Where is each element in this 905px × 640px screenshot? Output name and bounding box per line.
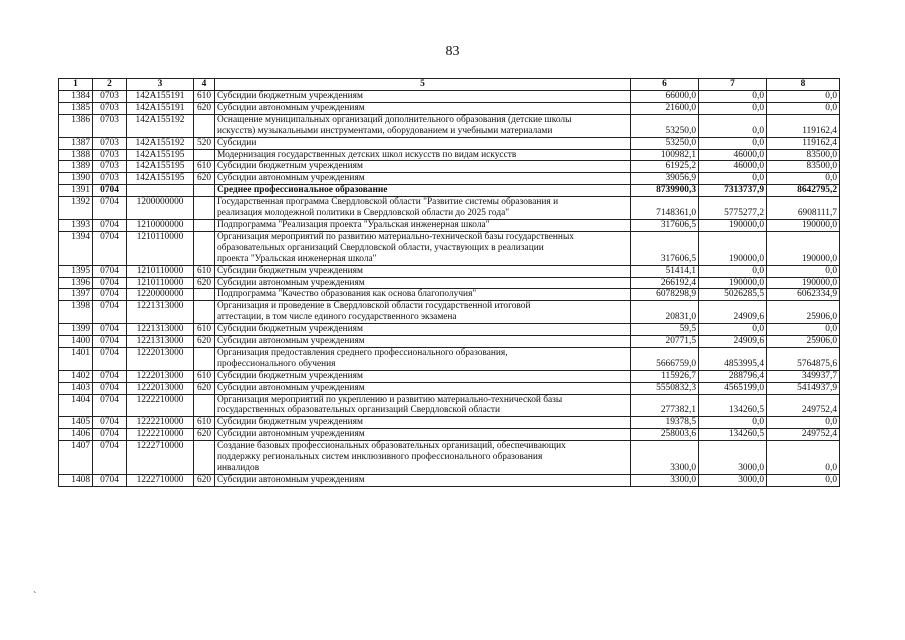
row-number-cell: 1395 (59, 265, 93, 277)
row-number-cell: 1405 (59, 417, 93, 429)
section-code-cell: 0704 (93, 474, 127, 486)
amount-col7-cell: 0,0 (699, 173, 767, 185)
amount-col8-cell: 6062334,9 (767, 289, 840, 301)
name-line: Субсидии автономным учреждениям (217, 474, 365, 485)
expense-type-cell (194, 347, 215, 370)
row-number-cell: 1391 (59, 185, 93, 197)
table-row (59, 324, 840, 336)
amount-col8-cell: 190000,0 (767, 277, 840, 289)
expense-type-cell (194, 197, 215, 220)
name-line: Оснащение муниципальных организаций дополнительного образования (детские школы (217, 114, 572, 125)
name-line: Субсидии автономным учреждениям (217, 429, 365, 440)
target-code-cell: 1222210000 (127, 394, 194, 417)
amount-col6-cell: 266192,4 (631, 277, 699, 289)
row-number-cell: 1385 (59, 102, 93, 114)
table-row (59, 231, 840, 265)
name-cell (215, 102, 631, 114)
expense-type-cell: 620 (194, 277, 215, 289)
section-code-cell: 0703 (93, 137, 127, 149)
amount-col6-cell: 7148361,0 (631, 197, 699, 220)
name-line: Субсидии бюджетным учреждениям (217, 417, 363, 428)
amount-col7-cell: 0,0 (699, 114, 767, 137)
amount-col7-cell: 4853995,4 (699, 347, 767, 370)
amount-col6-cell: 51414,1 (631, 265, 699, 277)
target-code-cell: 1210110000 (127, 277, 194, 289)
table-row (59, 441, 840, 475)
section-code-cell: 0704 (93, 324, 127, 336)
amount-col8-cell: 0,0 (767, 324, 840, 336)
target-code-cell: 1220000000 (127, 289, 194, 301)
amount-col7-cell: 288796,4 (699, 370, 767, 382)
name-cell (215, 173, 631, 185)
table-row (59, 102, 840, 114)
target-code-cell: 1210000000 (127, 219, 194, 231)
name-line: Субсидии бюджетным учреждениям (217, 265, 363, 276)
name-line: проекта "Уральская инженерная школа" (217, 253, 377, 264)
amount-col7-cell: 7313737,9 (699, 185, 767, 197)
name-cell (215, 370, 631, 382)
section-code-cell: 0704 (93, 277, 127, 289)
amount-col6-cell: 19378,5 (631, 417, 699, 429)
column-header: 2 (93, 79, 127, 91)
expense-type-cell: 620 (194, 429, 215, 441)
amount-col6-cell: 8739900,3 (631, 185, 699, 197)
name-line: Субсидии автономным учреждениям (217, 102, 365, 113)
row-number-cell: 1407 (59, 441, 93, 475)
name-line: Субсидии автономным учреждениям (217, 382, 365, 393)
amount-col7-cell: 3000,0 (699, 441, 767, 475)
amount-col6-cell: 258003,6 (631, 429, 699, 441)
amount-col8-cell: 8642795,2 (767, 185, 840, 197)
amount-col7-cell: 24909,6 (699, 301, 767, 324)
name-line: образовательных организаций Свердловской области, участвующих в реализации (217, 242, 544, 253)
amount-col7-cell: 0,0 (699, 265, 767, 277)
amount-col8-cell: 249752,4 (767, 429, 840, 441)
name-cell (215, 197, 631, 220)
amount-col6-cell: 61925,2 (631, 161, 699, 173)
expense-type-cell (194, 289, 215, 301)
amount-col7-cell: 46000,0 (699, 149, 767, 161)
amount-col8-cell: 0,0 (767, 102, 840, 114)
amount-col8-cell: 25906,0 (767, 301, 840, 324)
section-code-cell: 0704 (93, 394, 127, 417)
amount-col6-cell: 5666759,0 (631, 347, 699, 370)
amount-col8-cell: 83500,0 (767, 161, 840, 173)
section-code-cell: 0704 (93, 417, 127, 429)
table-row (59, 161, 840, 173)
row-number-cell: 1401 (59, 347, 93, 370)
section-code-cell: 0704 (93, 289, 127, 301)
name-line: Субсидии бюджетным учреждениям (217, 91, 363, 101)
amount-col8-cell: 0,0 (767, 173, 840, 185)
row-number-cell: 1388 (59, 149, 93, 161)
name-line: Организация мероприятий по укреплению и развитию материально-технической базы (217, 394, 563, 405)
row-number-cell: 1403 (59, 382, 93, 394)
target-code-cell: 142A155195 (127, 161, 194, 173)
section-code-cell: 0704 (93, 336, 127, 348)
name-cell (215, 149, 631, 161)
expense-type-cell (194, 114, 215, 137)
amount-col7-cell: 24909,6 (699, 336, 767, 348)
section-code-cell: 0703 (93, 91, 127, 103)
column-header: 7 (699, 79, 767, 91)
name-line: реализация молодежной политики в Свердловской области до 2025 года" (217, 208, 510, 219)
amount-col8-cell: 249752,4 (767, 394, 840, 417)
table-row (59, 429, 840, 441)
amount-col7-cell: 190000,0 (699, 219, 767, 231)
name-line: Организация и проведение в Свердловской области государственной итоговой (217, 301, 531, 312)
amount-col6-cell: 317606,5 (631, 231, 699, 265)
amount-col6-cell: 115926,7 (631, 370, 699, 382)
row-number-cell: 1387 (59, 137, 93, 149)
table-row (59, 417, 840, 429)
amount-col7-cell: 0,0 (699, 324, 767, 336)
section-code-cell: 0703 (93, 161, 127, 173)
expense-type-cell: 610 (194, 161, 215, 173)
name-line: Организация предоставления среднего профессионального образования, (217, 347, 508, 358)
row-number-cell: 1398 (59, 301, 93, 324)
page-number: 83 (445, 44, 460, 59)
section-code-cell: 0703 (93, 102, 127, 114)
amount-col7-cell: 0,0 (699, 91, 767, 103)
section-code-cell: 0704 (93, 429, 127, 441)
row-number-cell: 1399 (59, 324, 93, 336)
amount-col8-cell: 83500,0 (767, 149, 840, 161)
table-row (59, 173, 840, 185)
amount-col8-cell: 0,0 (767, 441, 840, 475)
name-cell (215, 219, 631, 231)
amount-col8-cell: 190000,0 (767, 219, 840, 231)
name-cell (215, 301, 631, 324)
row-number-cell: 1402 (59, 370, 93, 382)
target-code-cell: 1221313000 (127, 301, 194, 324)
margin-mark: ` (33, 591, 37, 602)
table-row (59, 197, 840, 220)
amount-col8-cell: 5414937,9 (767, 382, 840, 394)
amount-col6-cell: 100982,1 (631, 149, 699, 161)
section-code-cell: 0704 (93, 231, 127, 265)
target-code-cell: 1222210000 (127, 429, 194, 441)
amount-col6-cell: 6078298,9 (631, 289, 699, 301)
amount-col6-cell: 20771,5 (631, 336, 699, 348)
section-code-cell: 0704 (93, 347, 127, 370)
target-code-cell: 142A155195 (127, 149, 194, 161)
section-code-cell: 0704 (93, 185, 127, 197)
expense-type-cell (194, 149, 215, 161)
expense-type-cell (194, 219, 215, 231)
amount-col6-cell: 5550832,3 (631, 382, 699, 394)
target-code-cell: 142A155191 (127, 102, 194, 114)
expense-type-cell (194, 185, 215, 197)
amount-col7-cell: 0,0 (699, 102, 767, 114)
row-number-cell: 1384 (59, 91, 93, 103)
row-number-cell: 1390 (59, 173, 93, 185)
amount-col8-cell: 0,0 (767, 474, 840, 486)
name-line: Среднее профессиональное образование (217, 185, 388, 196)
target-code-cell: 142A155195 (127, 173, 194, 185)
target-code-cell: 1222013000 (127, 382, 194, 394)
row-number-cell: 1396 (59, 277, 93, 289)
name-cell (215, 474, 631, 486)
table-row (59, 277, 840, 289)
expense-type-cell: 610 (194, 265, 215, 277)
table-row (59, 137, 840, 149)
expense-type-cell: 610 (194, 370, 215, 382)
table-row (59, 265, 840, 277)
name-line: государственных образовательных организаций Свердловской области (217, 405, 501, 416)
name-line: Субсидии бюджетным учреждениям (217, 161, 363, 172)
amount-col7-cell: 0,0 (699, 137, 767, 149)
amount-col7-cell: 134260,5 (699, 394, 767, 417)
target-code-cell: 142A155191 (127, 91, 194, 103)
amount-col6-cell: 59,5 (631, 324, 699, 336)
name-cell (215, 277, 631, 289)
column-header: 1 (59, 79, 93, 91)
section-code-cell: 0704 (93, 382, 127, 394)
amount-col7-cell: 46000,0 (699, 161, 767, 173)
table-body (59, 91, 840, 487)
name-line: Субсидии автономным учреждениям (217, 336, 365, 347)
section-code-cell: 0704 (93, 441, 127, 475)
name-line: Субсидии автономным учреждениям (217, 277, 365, 288)
name-cell (215, 336, 631, 348)
table-row (59, 347, 840, 370)
section-code-cell: 0703 (93, 173, 127, 185)
amount-col6-cell: 53250,0 (631, 137, 699, 149)
amount-col8-cell: 190000,0 (767, 231, 840, 265)
amount-col8-cell: 25906,0 (767, 336, 840, 348)
row-number-cell: 1386 (59, 114, 93, 137)
expense-type-cell (194, 394, 215, 417)
amount-col6-cell: 21600,0 (631, 102, 699, 114)
target-code-cell: 1222013000 (127, 347, 194, 370)
name-line: Субсидии бюджетным учреждениям (217, 370, 363, 381)
name-cell (215, 347, 631, 370)
expense-type-cell (194, 441, 215, 475)
amount-col8-cell: 0,0 (767, 91, 840, 103)
name-cell (215, 441, 631, 475)
column-header: 6 (631, 79, 699, 91)
row-number-cell: 1392 (59, 197, 93, 220)
amount-col8-cell: 0,0 (767, 265, 840, 277)
row-number-cell: 1397 (59, 289, 93, 301)
amount-col6-cell: 317606,5 (631, 219, 699, 231)
amount-col6-cell: 20831,0 (631, 301, 699, 324)
table-row (59, 370, 840, 382)
expense-type-cell (194, 231, 215, 265)
row-number-cell: 1394 (59, 231, 93, 265)
name-cell (215, 231, 631, 265)
table-row (59, 336, 840, 348)
table-row (59, 219, 840, 231)
amount-col8-cell: 119162,4 (767, 114, 840, 137)
target-code-cell: 1222013000 (127, 370, 194, 382)
amount-col7-cell: 0,0 (699, 417, 767, 429)
target-code-cell: 142A155192 (127, 137, 194, 149)
name-cell (215, 91, 631, 103)
name-cell (215, 324, 631, 336)
name-line: Организация мероприятий по развитию материально-технической базы государственных (217, 231, 574, 242)
expense-type-cell: 610 (194, 91, 215, 103)
target-code-cell: 1221313000 (127, 324, 194, 336)
row-number-cell: 1400 (59, 336, 93, 348)
section-code-cell: 0703 (93, 149, 127, 161)
expense-type-cell: 610 (194, 417, 215, 429)
name-line: аттестации, в том числе единого государственного экзамена (217, 312, 457, 323)
amount-col6-cell: 3300,0 (631, 474, 699, 486)
column-header: 8 (767, 79, 840, 91)
amount-col7-cell: 3000,0 (699, 474, 767, 486)
amount-col8-cell: 119162,4 (767, 137, 840, 149)
amount-col8-cell: 5764875,6 (767, 347, 840, 370)
target-code-cell: 1210110000 (127, 265, 194, 277)
amount-col6-cell: 66000,0 (631, 91, 699, 103)
name-line: Модернизация государственных детских школ искусств по видам искусств (217, 149, 517, 160)
table-row (59, 474, 840, 486)
target-code-cell: 142A155192 (127, 114, 194, 137)
table-row (59, 382, 840, 394)
table-row (59, 91, 840, 103)
name-line: Подпрограмма "Качество образования как основа благополучия" (217, 289, 477, 300)
column-header: 3 (127, 79, 194, 91)
name-cell (215, 394, 631, 417)
name-cell (215, 114, 631, 137)
row-number-cell: 1389 (59, 161, 93, 173)
name-cell (215, 185, 631, 197)
section-code-cell: 0704 (93, 370, 127, 382)
amount-col6-cell: 39056,9 (631, 173, 699, 185)
amount-col8-cell: 0,0 (767, 417, 840, 429)
amount-col8-cell: 349937,7 (767, 370, 840, 382)
section-code-cell: 0704 (93, 301, 127, 324)
name-line: Субсидии (217, 137, 257, 148)
budget-table (58, 78, 840, 487)
name-cell (215, 382, 631, 394)
table-header-row (59, 79, 840, 91)
table-row (59, 185, 840, 197)
row-number-cell: 1404 (59, 394, 93, 417)
row-number-cell: 1406 (59, 429, 93, 441)
section-code-cell: 0703 (93, 114, 127, 137)
target-code-cell: 1221313000 (127, 336, 194, 348)
expense-type-cell: 620 (194, 474, 215, 486)
name-line: Подпрограмма "Реализация проекта "Уральская инженерная школа" (217, 219, 490, 230)
name-cell (215, 137, 631, 149)
expense-type-cell: 620 (194, 173, 215, 185)
table-row (59, 149, 840, 161)
amount-col6-cell: 277382,1 (631, 394, 699, 417)
amount-col7-cell: 5775277,2 (699, 197, 767, 220)
amount-col6-cell: 3300,0 (631, 441, 699, 475)
amount-col8-cell: 6908111,7 (767, 197, 840, 220)
target-code-cell: 1222710000 (127, 474, 194, 486)
table-row (59, 301, 840, 324)
column-header: 5 (215, 79, 631, 91)
expense-type-cell: 620 (194, 336, 215, 348)
table-row (59, 114, 840, 137)
table-row (59, 394, 840, 417)
target-code-cell: 1200000000 (127, 197, 194, 220)
expense-type-cell (194, 301, 215, 324)
amount-col7-cell: 190000,0 (699, 231, 767, 265)
expense-type-cell: 520 (194, 137, 215, 149)
section-code-cell: 0704 (93, 219, 127, 231)
name-line: поддержку региональных систем инклюзивного профессионального образования (217, 452, 543, 463)
amount-col7-cell: 190000,0 (699, 277, 767, 289)
expense-type-cell: 620 (194, 382, 215, 394)
row-number-cell: 1393 (59, 219, 93, 231)
name-cell (215, 417, 631, 429)
name-line: инвалидов (217, 463, 260, 473)
target-code-cell: 1222210000 (127, 417, 194, 429)
name-line: Создание базовых профессиональных образовательных организаций, обеспечивающих (217, 441, 566, 452)
expense-type-cell: 610 (194, 324, 215, 336)
name-line: Субсидии бюджетным учреждениям (217, 324, 363, 335)
name-cell (215, 429, 631, 441)
name-line: Субсидии автономным учреждениям (217, 173, 365, 184)
section-code-cell: 0704 (93, 265, 127, 277)
target-code-cell (127, 185, 194, 197)
column-header: 4 (194, 79, 215, 91)
section-code-cell: 0704 (93, 197, 127, 220)
name-cell (215, 289, 631, 301)
table-row (59, 289, 840, 301)
amount-col6-cell: 53250,0 (631, 114, 699, 137)
name-line: профессионального обучения (217, 358, 336, 369)
target-code-cell: 1210110000 (127, 231, 194, 265)
row-number-cell: 1408 (59, 474, 93, 486)
amount-col7-cell: 134260,5 (699, 429, 767, 441)
name-line: Государственная программа Свердловской области "Развитие системы образования и (217, 197, 559, 208)
name-cell (215, 265, 631, 277)
name-line: искусств) музыкальными инструментами, оборудованием и учебными материалами (217, 125, 553, 136)
amount-col7-cell: 5026285,5 (699, 289, 767, 301)
target-code-cell: 1222710000 (127, 441, 194, 475)
expense-type-cell: 620 (194, 102, 215, 114)
name-cell (215, 161, 631, 173)
amount-col7-cell: 4565199,0 (699, 382, 767, 394)
